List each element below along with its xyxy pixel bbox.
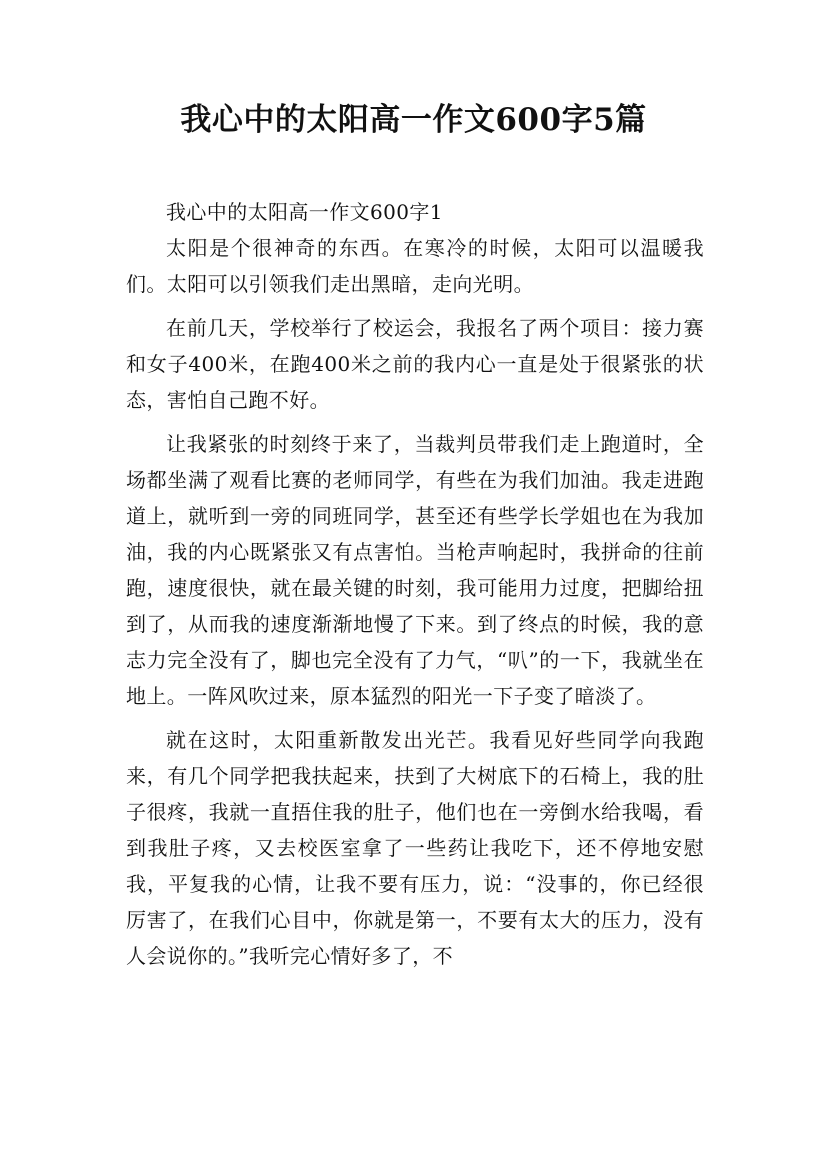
- paragraph-3: 让我紧张的时刻终于来了，当裁判员带我们走上跑道时，全场都坐满了观看比赛的老师同学，有些在为我们加油。我走进跑道上，就听到一旁的同班同学，甚至还有些学长学姐也在为我加油，我的内心既紧张又有点害怕。当枪声响起时，我拼命的往前跑，速度很快，就在最关键的时刻，我可能用力过度，把脚给扭到了，从而我的速度渐渐地慢了下来。到了终点的时候，我的意志力完全没有了，脚也完全没有了力气，“叭”的一下，我就坐在地上。一阵风吹过来，原本猛烈的阳光一下子变了暗淡了。: [126, 432, 704, 708]
- essay-subtitle: 我心中的太阳高一作文600字1: [166, 200, 443, 224]
- paragraph-2: 在前几天，学校举行了校运会，我报名了两个项目：接力赛和女子400米，在跑400米之前的我内心一直是处于很紧张的状态，害怕自己跑不好。: [126, 316, 704, 412]
- paragraph-4: 就在这时，太阳重新散发出光芒。我看见好些同学向我跑来，有几个同学把我扶起来，扶到了大树底下的石椅上，我的肚子很疼，我就一直捂住我的肚子，他们也在一旁倒水给我喝，看到我肚子疼，又去校医室拿了一些药让我吃下，还不停地安慰我，平复我的心情，让我不要有压力，说：“没事的，你已经很厉害了，在我们心目中，你就是第一，不要有太大的压力，没有人会说你的。”我听完心情好多了，不: [126, 728, 704, 968]
- document-title: 我心中的太阳高一作文600字5篇: [180, 102, 647, 138]
- paragraph-1: 太阳是个很神奇的东西。在寒冷的时候，太阳可以温暖我们。太阳可以引领我们走出黑暗，走向光明。: [126, 236, 704, 296]
- document-body: [126, 194, 704, 982]
